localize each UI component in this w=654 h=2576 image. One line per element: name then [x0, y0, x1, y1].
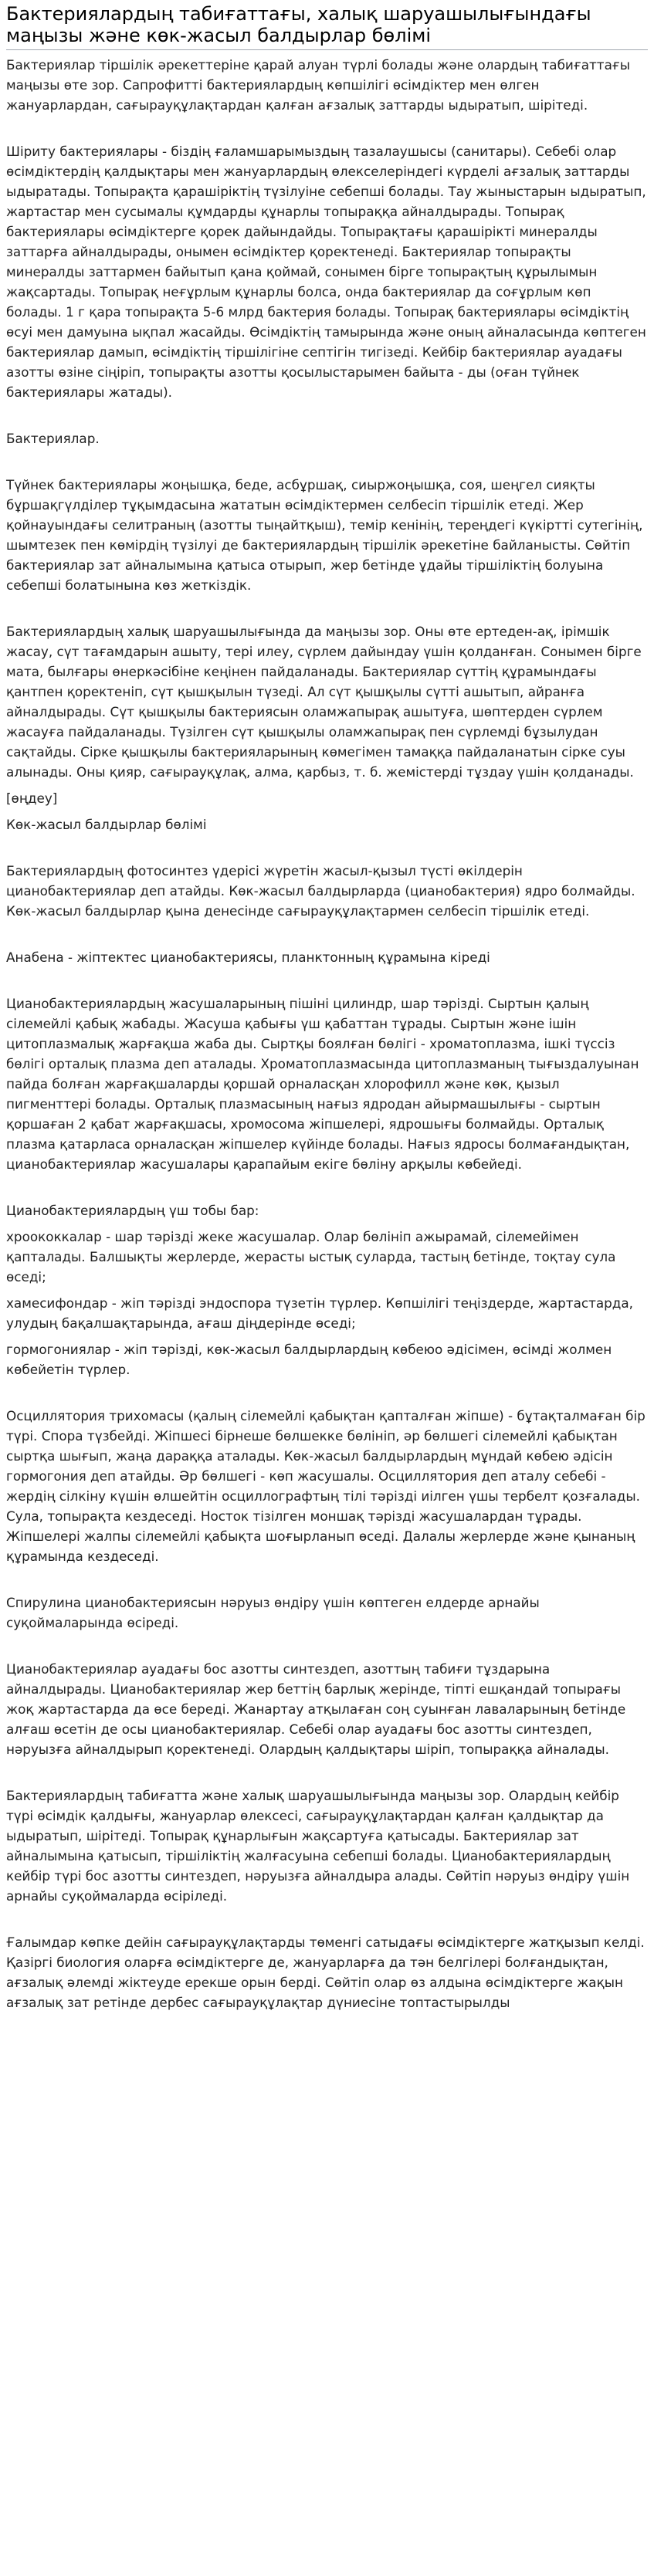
- paragraph-intro: Бактериялар тіршілік әрекеттеріне қарай алуан түрлі болады және олардың табиғаттағы маңызы өте зор. Сапрофитті бактериялардың көпшілігі өсімдіктер мен өлген жануарлардан, сағырауқұлақтардан қалған ағзалық заттарды ыдыратып, шірітеді.: [6, 57, 631, 113]
- section-heading-cyanobacteria: Көк-жасыл балдырлар бөлімі: [6, 817, 207, 832]
- paragraph-decay-bacteria: Шіриту бактериялары - біздің ғаламшарымыздың тазалаушысы (санитары). Себебі олар өсімдіктердің қалдықтары мен жануарлардың өлекселеріндегі күрделі ағзалық заттарды ыдыратады. Топырақта қарашіріктің түзілуіне себепші болады. Тау жыныстарын ыдыратып, жартастар мен сусымалы құмдарды құнарлы топыраққа айналдырады. Топырақ бактериялары өсімдіктерге қорек дайындайды. Топырақтағы қарашірікті минералды заттарға айналдырады, онымен өсімдіктер қоректенеді. Бактериялар топырақты минералды заттармен байытып қана қоймай, сонымен бірге топырақтың құрылымын жақсартады. Топырақ неғұрлым құнарлы болса, онда бактериялар да соғұрлым көп болады. 1 г қара топырақта 5-6 млрд бактерия болады. Топырақ бактериялары өсімдіктің өсуі мен дамуына ықпал жасайды. Өсімдіктің тамырында және оның айналасында көптеген бактериялар дамып, өсімдіктің тіршілігіне септігін тигізеді. Кейбір бактериялар ауадағы азотты өзіне сіңіріп, топырақты азотты қосылыстарымен байыта - ды (оған түйнек бактериялары жатады).: [6, 144, 646, 400]
- page-title: Бактериялардың табиғаттағы, халық шаруашылығындағы маңызы және көк-жасыл балдырлар бөлімі: [6, 3, 648, 50]
- paragraph-three-groups: Цианобактериялардың үш тобы бар:: [6, 1203, 259, 1218]
- spacer: [6, 927, 648, 947]
- paragraph-oscillatoria: Осциллятория трихомасы (қалың сілемейлі қабықтан қапталған жіпше) - бұтақталмаған бір түрі. Спора түзбейді. Жіпшесі бірнеше бөлшекке бөлініп, әр бөлшегі сілемейлі қабықтан сыртқа шығып, жаңа дараққа аталады. Көк-жасыл балдырлардың мұндай көбею әдісін гормогония деп атайды. Әр бөлшегі - көп жасушалы. Осциллятория деп аталу себебі - жердің сілкіну күшін өлшейтін осциллографтың тілі тәрізді иілген үшы тербелт қозғалады. Сула, топырақта кездеседі. Носток тізілген моншақ тәрізді жасушалардан тұрады. Жіпшелері жалпы сілемейлі қабықта шоғырланып өседі. Далалы жерлерде және қынаның құрамында кездеседі.: [6, 1408, 646, 1564]
- paragraph-summary: Бактериялардың табиғатта және халық шаруашылығында маңызы зор. Олардың кейбір түрі өсімдік қалдығы, жануарлар өлексесі, сағырауқұлақтардан қалған қалдықтар да ыдыратып, шірітеді. Топырақ құнарлығын жақсартуға қатысады. Бактериялар зат айналымына қатысып, тіршіліктің жалғасуына себепші болады. Цианобактериялардың кейбір түрі бос азотты синтездеп, нәруызға айналдыра алады. Сөйтіп нәруыз өндіру үшін арнайы суқоймаларда өсіріледі.: [6, 1788, 630, 1904]
- image-caption-bacteria: Бактериялар.: [6, 431, 100, 446]
- spacer: [6, 1639, 648, 1659]
- spacer: [6, 973, 648, 994]
- edit-link[interactable]: [өңдеу]: [6, 790, 58, 806]
- spacer: [6, 408, 648, 428]
- paragraph-fungi: Ғалымдар көпке дейін сағырауқұлақтарды төменгі сатыдағы өсімдіктерге жатқызып келді. Қазіргі биология оларға өсімдіктерге де, жануарларға да тән белгілері болғандықтан, ағзалық әлемді жіктеуде ерекше орын берді. Сөйтіп олар өз алдына өсімдіктерге жақын ағзалық зат ретінде дербес сағырауқұлақтар дүниесіне топтастырылды: [6, 1935, 645, 2010]
- spacer: [6, 1912, 648, 1932]
- paragraph-nodule-bacteria: Түйнек бактериялары жоңышқа, беде, асбұршақ, сиыржоңышқа, соя, шеңгел сияқты бұршақгүлділер тұқымдасына жататын өсімдіктермен селбесіп тіршілік етеді. Жер қойнауындағы селитраның (азотты тыңайтқыш), темір кенінің, тереңдегі күкіртті сутегінің, шымтезек пен көмірдің түзілуі де бактериялардың тіршілік әрекетіне байланысты. Сөйтіп бактериялар зат айналымына қатыса отырып, жер бетінде ұдайы тіршіліктің болуына себепші болатынына көз жеткіздік.: [6, 477, 643, 593]
- list-item-hormogoniales: гормогониялар - жіп тәрізді, көк-жасыл балдырлардың көбеюо әдісімен, өсімді жолмен көбейетін түрлер.: [6, 1342, 612, 1377]
- spacer: [6, 841, 648, 861]
- spacer: [6, 455, 648, 475]
- paragraph-spirulina: Спирулина цианобактериясын нәруыз өндіру үшін көптеген елдерде арнайы суқоймаларында өсіреді.: [6, 1595, 540, 1630]
- spacer: [6, 601, 648, 621]
- image-caption-anabaena: Анабена - жіптектес цианобактериясы, планктонның құрамына кіреді: [6, 949, 490, 965]
- spacer: [6, 1765, 648, 1786]
- paragraph-economy: Бактериялардың халық шаруашылығында да маңызы зор. Оны өте ертеден-ақ, ірімшік жасау, сүт тағамдарын ашыту, тері илеу, сүрлем дайындау үшін қолданған. Сонымен бірге мата, былғары өнеркәсібіне кеңінен пайдаланады. Бактериялар сүттің құрамындағы қантпен қоректеніп, сүт қышқылын түзеді. Ал сүт қышқылы сүтті ашытып, айранға айналдырады. Сүт қышқылы бактериясын оламжапырақ ашытуға, шөптерден сүрлем жасауға пайдаланады. Түзілген сүт қышқылы оламжапырақ пен сүрлемді бұзылудан сақтайды. Сірке қышқылы бактерияларының көмегімен тамаққа пайдаланатын сірке суы алынады. Оны қияр, сағырауқұлақ, алма, қарбыз, т. б. жемістерді тұздау үшін қолданады.: [6, 624, 642, 780]
- spacer: [6, 1180, 648, 1200]
- spacer: [6, 121, 648, 141]
- spacer: [6, 1386, 648, 1406]
- list-item-chroococcales: хроококкалар - шар тәрізді жеке жасушалар. Олар бөлініп ажырамай, сілемейімен қапталады. Балшықты жерлерде, жерасты ыстық суларда, тастың бетінде, тоқтау сула өседі;: [6, 1229, 616, 1285]
- paragraph-cell-structure: Цианобактериялардың жасушаларының пішіні цилиндр, шар тәрізді. Сыртын қалың сілемейлі қабық жабады. Жасуша қабығы үш қабаттан тұрады. Сыртын және ішін цитоплазмалық жарғақша жаба ды. Сыртқы боялған бөлігі - хроматоплазма, ішкі түссіз бөлігі орталық плазма деп аталады. Хроматоплазмасында цитоплазманың тығыздалуынан пайда болған жарғақшаларды қоршай орналасқан хлорофилл және көк, қызыл пигменттері болады. Орталық плазмасының нағыз ядродан айырмашылығы - сыртын қоршаған 2 қабат жарғақшасы, хромосома жіпшелері, ядрошығы болмайды. Орталық плазма қатарласа орналасқан жіпшелер күйінде болады. Нағыз ядросы болмағандықтан, цианобактериялар жасушалары қарапайым екіге бөліну арқылы көбейеді.: [6, 996, 639, 1172]
- list-item-chamaesiphonales: хамесифондар - жіп тәрізді эндоспора түзетін түрлер. Көпшілігі теңіздерде, жартастарда, улудың бақалшақтарында, ағаш діңдерінде өседі;: [6, 1295, 634, 1331]
- spacer: [6, 1572, 648, 1593]
- paragraph-cyanobacteria-intro: Бактериялардың фотосинтез үдерісі жүретін жасыл-қызыл түсті өкілдерін цианобактериялар деп атайды. Көк-жасыл балдырларда (цианобактерия) ядро болмайды. Көк-жасыл балдырлар қына денесінде сағырауқұлақтармен селбесіп тіршілік етеді.: [6, 863, 635, 919]
- paragraph-nitrogen-fixation: Цианобактериялар ауадағы бос азотты синтездеп, азоттың табиғи тұздарына айналдырады. Цианобактериялар жер беттің барлық жерінде, тіпті ешқандай топырағы жоқ жартастарда да өсе береді. Жанартау атқылаған соң суынған лаваларының бетінде алғаш өсетін де осы цианобактериялар. Себебі олар ауадағы бос азотты синтездеп, нәруызға айналдырып қоректенеді. Олардың қалдықтары шіріп, топыраққа айналады.: [6, 1661, 626, 1757]
